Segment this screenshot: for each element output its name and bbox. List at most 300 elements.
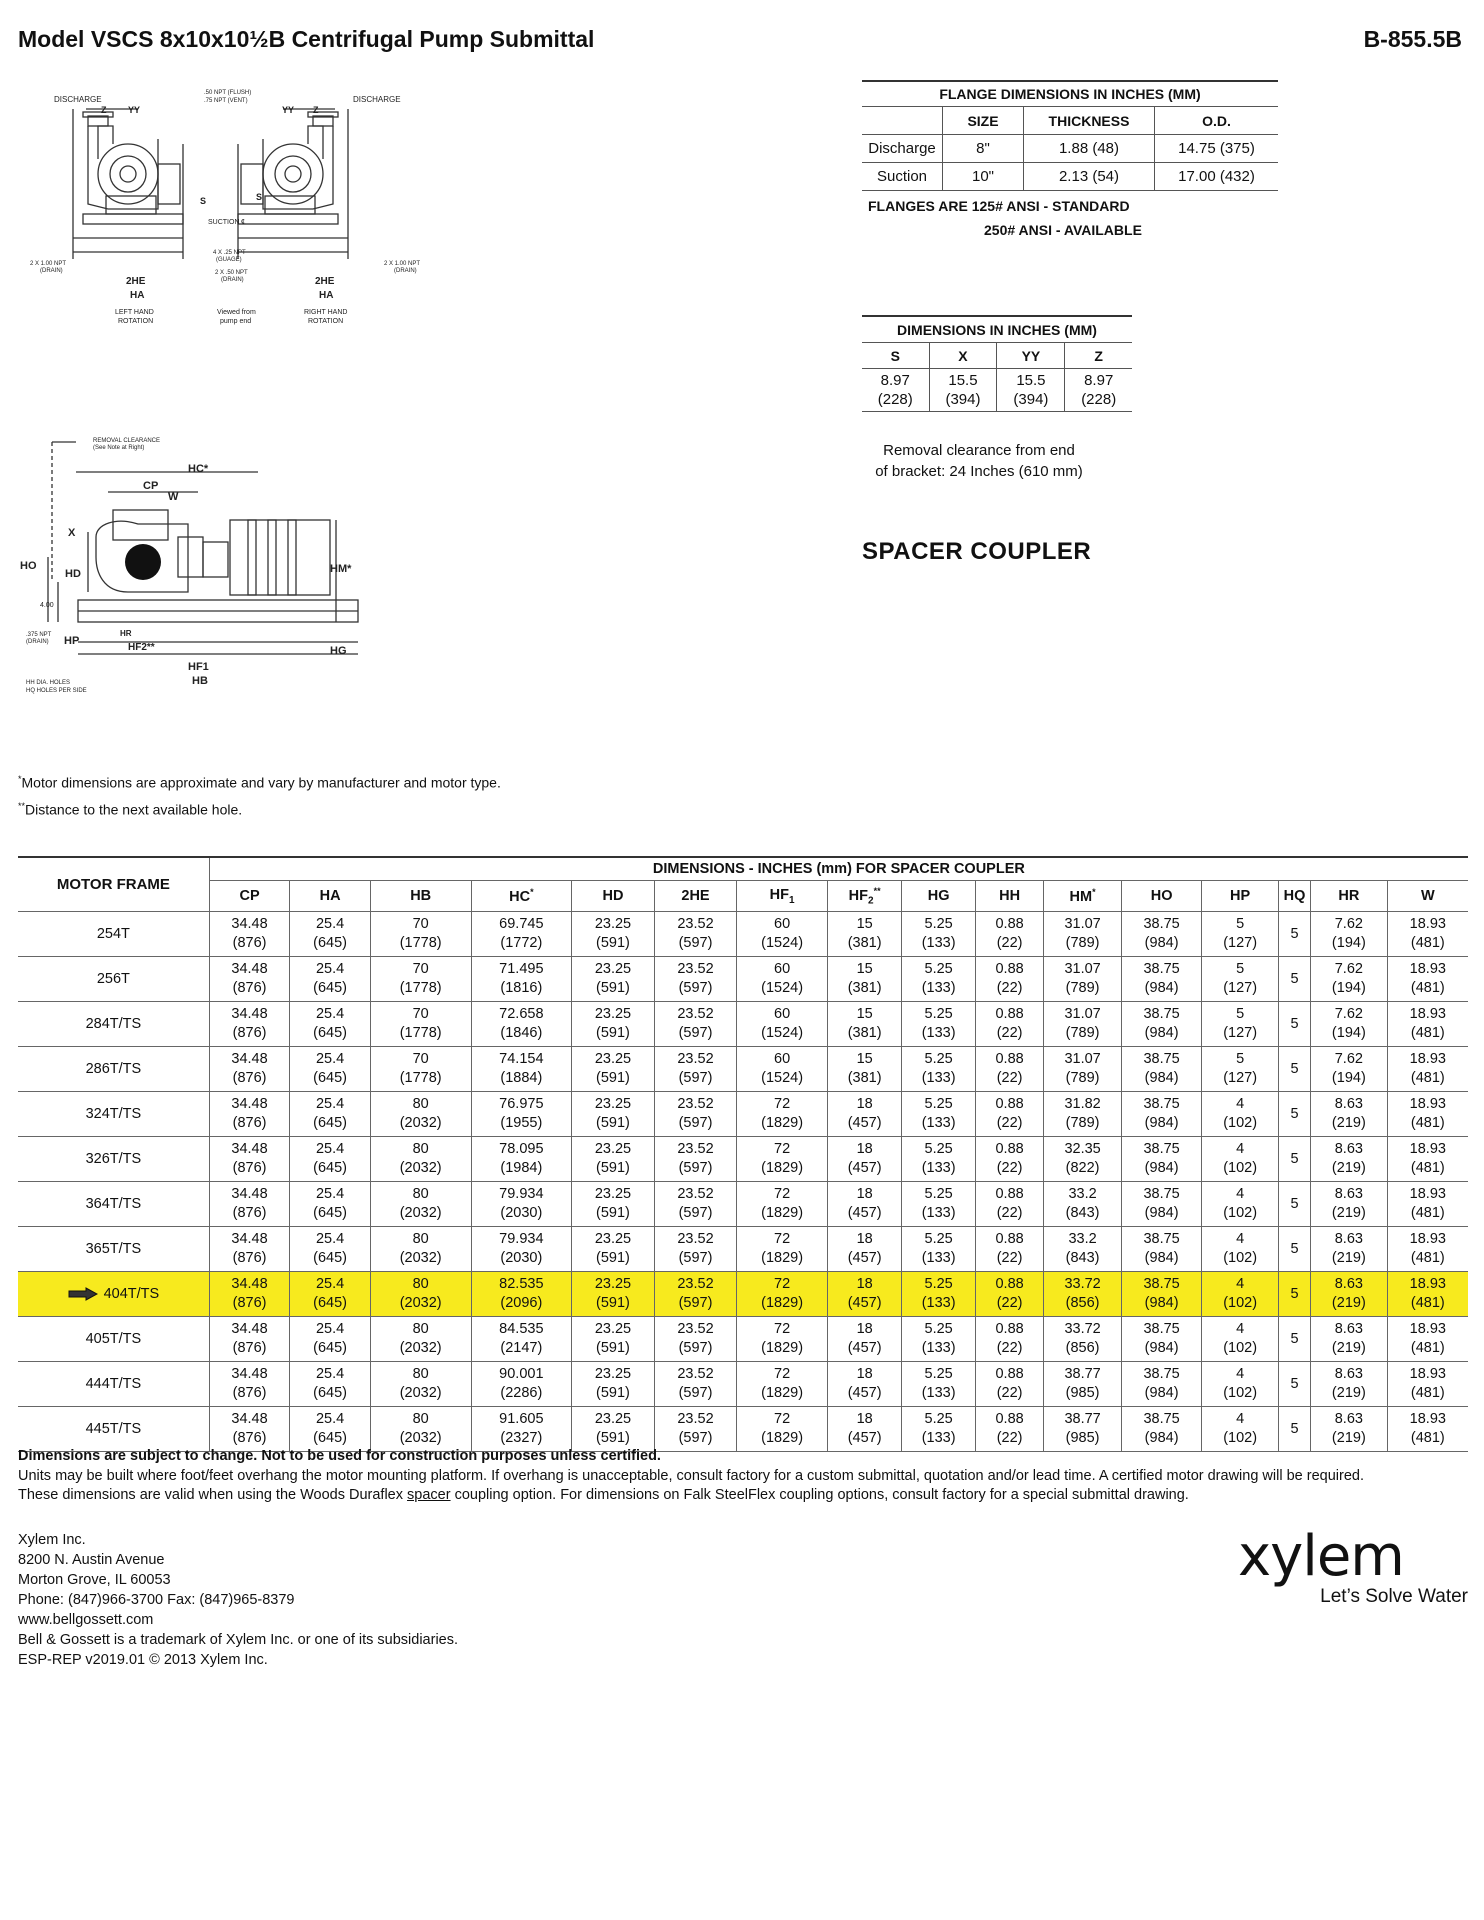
dimension-cell: 0.88 (22) [975, 1092, 1043, 1137]
dimension-cell: 33.72 (856) [1044, 1272, 1122, 1317]
dimension-cell: 5 [1278, 957, 1310, 1002]
dimension-cell: 5.25 (133) [902, 1227, 975, 1272]
dimension-cell: 18.93 (481) [1387, 1047, 1468, 1092]
motor-frame-cell: 326T/TS [18, 1137, 209, 1182]
hm-label: HM* [330, 563, 352, 575]
dimension-cell: 34.48 (876) [209, 1407, 290, 1452]
column-header: HB [370, 881, 471, 912]
dimension-cell: 18.93 (481) [1387, 1092, 1468, 1137]
dimension-cell: 5 [1278, 1092, 1310, 1137]
column-header: W [1387, 881, 1468, 912]
dimension-cell: 80 (2032) [370, 1092, 471, 1137]
dimension-cell: 25.4 (645) [290, 1317, 371, 1362]
dimension-cell: 5 [1278, 1047, 1310, 1092]
company-name: Xylem Inc. [18, 1532, 86, 1548]
flange-cell: 1.88 (48) [1024, 135, 1155, 163]
dimension-cell: 76.975 (1955) [471, 1092, 572, 1137]
company-address [18, 1530, 458, 1670]
motor-frame-cell: 404T/TS [18, 1272, 209, 1317]
dimension-cell: 5 [1278, 1227, 1310, 1272]
dimension-cell: 23.52 (597) [654, 957, 737, 1002]
dimension-cell: 4 (102) [1202, 1407, 1279, 1452]
left-rotation-sub-label: ROTATION [118, 318, 154, 325]
dimension-cell: 34.48 (876) [209, 957, 290, 1002]
dimension-cell: 5 [1278, 1407, 1310, 1452]
spacer-coupler-dimensions-table [18, 856, 1468, 1452]
dimension-cell: 18.93 (481) [1387, 1362, 1468, 1407]
z-right-label: Z [313, 105, 319, 115]
dimension-cell: 23.25 (591) [572, 1362, 655, 1407]
table-row [18, 1362, 1468, 1407]
dims-cell: 8.97 (228) [1065, 369, 1132, 412]
dimension-cell: 25.4 (645) [290, 912, 371, 957]
drain-center-sub-label: (DRAIN) [221, 277, 244, 283]
trademark-note: Bell & Gossett is a trademark of Xylem Inc. or one of its subsidiaries. [18, 1632, 459, 1648]
dimension-cell: 72 (1829) [737, 1362, 828, 1407]
dimension-cell: 38.75 (984) [1121, 1362, 1202, 1407]
s-left-label: S [200, 196, 207, 206]
dimension-cell: 34.48 (876) [209, 1047, 290, 1092]
column-header: HH [975, 881, 1043, 912]
dimension-cell: 38.75 (984) [1121, 1137, 1202, 1182]
dimension-cell: 23.25 (591) [572, 1317, 655, 1362]
dimension-cell: 25.4 (645) [290, 1227, 371, 1272]
dimension-cell: 0.88 (22) [975, 1137, 1043, 1182]
dimension-cell: 0.88 (22) [975, 1317, 1043, 1362]
dimension-cell: 0.88 (22) [975, 1047, 1043, 1092]
motor-frame-cell: 444T/TS [18, 1362, 209, 1407]
motor-frame-cell: 324T/TS [18, 1092, 209, 1137]
hd-label: HD [65, 568, 81, 580]
dimension-cell: 8.63 (219) [1311, 1137, 1388, 1182]
dimension-cell: 0.88 (22) [975, 1227, 1043, 1272]
spacer-coupler-title: SPACER COUPLER [862, 538, 1092, 565]
dimension-cell: 18.93 (481) [1387, 1182, 1468, 1227]
column-header: HD [572, 881, 655, 912]
dimension-cell: 31.07 (789) [1044, 1047, 1122, 1092]
dimension-cell: 5.25 (133) [902, 1182, 975, 1227]
dimension-cell: 69.745 (1772) [471, 912, 572, 957]
dimension-cell: 8.63 (219) [1311, 1227, 1388, 1272]
dimension-cell: 72 (1829) [737, 1092, 828, 1137]
dimension-cell: 70 (1778) [370, 957, 471, 1002]
dimension-cell: 60 (1524) [737, 1002, 828, 1047]
z-left-label: Z [101, 105, 107, 115]
dimension-cell: 18.93 (481) [1387, 1227, 1468, 1272]
dimension-cell: 15 (381) [827, 912, 902, 957]
hb-label: HB [192, 675, 208, 687]
logo-tagline: Let’s Solve Water [1320, 1586, 1468, 1607]
dimension-cell: 80 (2032) [370, 1317, 471, 1362]
dimension-cell: 38.77 (985) [1044, 1362, 1122, 1407]
dimension-cell: 60 (1524) [737, 1047, 828, 1092]
dimension-cell: 23.52 (597) [654, 1002, 737, 1047]
dimension-cell: 72 (1829) [737, 1407, 828, 1452]
flange-cell: Discharge [862, 135, 943, 163]
motor-frame-cell: 364T/TS [18, 1182, 209, 1227]
dimension-cell: 5.25 (133) [902, 1362, 975, 1407]
dims-cell: 8.97 (228) [862, 369, 929, 412]
dimension-cell: 38.75 (984) [1121, 912, 1202, 957]
city-address: Morton Grove, IL 60053 [18, 1572, 171, 1588]
dimension-cell: 34.48 (876) [209, 1002, 290, 1047]
dimension-cell: 0.88 (22) [975, 1407, 1043, 1452]
dimension-cell: 5.25 (133) [902, 1002, 975, 1047]
dimension-cell: 0.88 (22) [975, 1002, 1043, 1047]
dimension-cell: 38.75 (984) [1121, 957, 1202, 1002]
dimension-cell: 80 (2032) [370, 1407, 471, 1452]
dimension-cell: 5.25 (133) [902, 1092, 975, 1137]
motor-frame-cell: 365T/TS [18, 1227, 209, 1272]
drain-right-label: 2 X 1.00 NPT [384, 261, 421, 267]
dimensions-table [862, 315, 1132, 412]
dimension-cell: 23.52 (597) [654, 1182, 737, 1227]
dimension-cell: 25.4 (645) [290, 1407, 371, 1452]
dimension-cell: 34.48 (876) [209, 1272, 290, 1317]
s-right-label: S [256, 192, 263, 202]
dimension-cell: 18.93 (481) [1387, 912, 1468, 957]
dimension-cell: 38.75 (984) [1121, 1182, 1202, 1227]
overhang-note: Units may be built where foot/feet overhang the motor mounting platform. If overhang is unacceptable, consult factory for a custom submittal, quotation and/or lead time. A certified motor drawing will be required. [18, 1467, 1364, 1484]
dimension-cell: 90.001 (2286) [471, 1362, 572, 1407]
xylem-logo [1238, 1524, 1468, 1614]
dimension-cell: 84.535 (2147) [471, 1317, 572, 1362]
removal-note-line: Removal clearance from end [883, 442, 1075, 459]
motor-frame-cell: 254T [18, 912, 209, 957]
dimension-cell: 23.25 (591) [572, 1272, 655, 1317]
dims-header-z: Z [1065, 343, 1132, 369]
dimensions-group-header: DIMENSIONS - INCHES (mm) FOR SPACER COUPLER [209, 857, 1468, 881]
motor-frame-cell: 284T/TS [18, 1002, 209, 1047]
dimension-cell: 23.52 (597) [654, 1092, 737, 1137]
dimension-cell: 34.48 (876) [209, 1362, 290, 1407]
spacer-link: spacer [407, 1487, 451, 1503]
four-inch-label: 4.00 [40, 602, 54, 609]
dimension-cell: 5 [1278, 1272, 1310, 1317]
dimension-cell: 8.63 (219) [1311, 1317, 1388, 1362]
dimension-cell: 70 (1778) [370, 912, 471, 957]
dimension-cell: 0.88 (22) [975, 1272, 1043, 1317]
dimension-cell: 23.25 (591) [572, 1137, 655, 1182]
dims-table-caption: DIMENSIONS IN INCHES (MM) [862, 316, 1132, 343]
dimension-notes [18, 1447, 1468, 1506]
dimension-cell: 78.095 (1984) [471, 1137, 572, 1182]
dimension-cell: 38.75 (984) [1121, 1002, 1202, 1047]
flange-header-od: O.D. [1155, 107, 1279, 135]
dimension-cell: 72 (1829) [737, 1182, 828, 1227]
column-header: HC* [471, 881, 572, 912]
dimension-cell: 34.48 (876) [209, 912, 290, 957]
yy-right-label: YY [282, 105, 295, 115]
table-row [18, 1182, 1468, 1227]
table-row [18, 1092, 1468, 1137]
suction-opening-icon [125, 544, 161, 580]
npt-flush-label: .50 NPT (FLUSH) [204, 90, 252, 96]
dimension-cell: 15 (381) [827, 1047, 902, 1092]
drain-left-label: 2 X 1.00 NPT [30, 261, 67, 267]
dimension-cell: 4 (102) [1202, 1227, 1279, 1272]
ha-right-label: HA [319, 290, 334, 301]
hr-label: HR [120, 629, 132, 638]
dimension-cell: 32.35 (822) [1044, 1137, 1122, 1182]
dimension-cell: 7.62 (194) [1311, 957, 1388, 1002]
removal-note-line: of bracket: 24 Inches (610 mm) [875, 463, 1083, 480]
dimension-cell: 25.4 (645) [290, 1182, 371, 1227]
dimension-cell: 18 (457) [827, 1092, 902, 1137]
hg-label: HG [330, 645, 347, 657]
column-header: HP [1202, 881, 1279, 912]
dimension-cell: 34.48 (876) [209, 1137, 290, 1182]
drain-npt-label: .375 NPT [26, 632, 52, 638]
gauge-sub-label: (GUAGE) [216, 257, 242, 263]
dimension-cell: 38.77 (985) [1044, 1407, 1122, 1452]
table-row [18, 1227, 1468, 1272]
dimension-cell: 80 (2032) [370, 1362, 471, 1407]
dimension-cell: 0.88 (22) [975, 1182, 1043, 1227]
dimension-cell: 4 (102) [1202, 1272, 1279, 1317]
dimension-cell: 34.48 (876) [209, 1182, 290, 1227]
dimension-cell: 31.07 (789) [1044, 912, 1122, 957]
dimension-cell: 25.4 (645) [290, 1137, 371, 1182]
distance-footnote: Distance to the next available hole. [25, 801, 243, 818]
column-header: HA [290, 881, 371, 912]
dimension-cell: 18.93 (481) [1387, 957, 1468, 1002]
dimension-cell: 91.605 (2327) [471, 1407, 572, 1452]
dimension-cell: 23.25 (591) [572, 912, 655, 957]
column-header: HQ [1278, 881, 1310, 912]
left-rotation-label: LEFT HAND [115, 309, 154, 316]
dimension-cell: 4 (102) [1202, 1362, 1279, 1407]
column-header: 2HE [654, 881, 737, 912]
dimension-cell: 5.25 (133) [902, 912, 975, 957]
dimension-cell: 38.75 (984) [1121, 1092, 1202, 1137]
x-label: X [68, 527, 76, 539]
hc-label: HC* [188, 463, 209, 475]
discharge-left-label: DISCHARGE [54, 95, 102, 104]
hh-holes-label: HH DIA. HOLES [26, 680, 71, 686]
pump-end-view-diagram [28, 84, 448, 334]
column-header: HM* [1044, 881, 1122, 912]
drain-right-sub-label: (DRAIN) [394, 268, 417, 274]
dimension-cell: 72 (1829) [737, 1227, 828, 1272]
dimension-cell: 25.4 (645) [290, 1092, 371, 1137]
dimension-cell: 5 [1278, 1317, 1310, 1362]
flange-header-blank [862, 107, 943, 135]
dimension-cell: 31.07 (789) [1044, 1002, 1122, 1047]
dimension-cell: 5.25 (133) [902, 1272, 975, 1317]
dimension-cell: 38.75 (984) [1121, 1317, 1202, 1362]
ha-left-label: HA [130, 290, 145, 301]
dimension-cell: 38.75 (984) [1121, 1047, 1202, 1092]
dimension-cell: 5 [1278, 1002, 1310, 1047]
dimension-cell: 18 (457) [827, 1137, 902, 1182]
dimension-cell: 82.535 (2096) [471, 1272, 572, 1317]
dimension-cell: 5 [1278, 1137, 1310, 1182]
flange-cell: Suction [862, 163, 943, 191]
dims-header-x: X [929, 343, 997, 369]
dims-cell: 15.5 (394) [997, 369, 1065, 412]
motor-frame-header: MOTOR FRAME [18, 857, 209, 912]
version-copyright: ESP-REP v2019.01 © 2013 Xylem Inc. [18, 1652, 268, 1668]
dimension-cell: 5.25 (133) [902, 957, 975, 1002]
dimension-cell: 4 (102) [1202, 1317, 1279, 1362]
dimension-cell: 23.52 (597) [654, 1227, 737, 1272]
dimension-cell: 38.75 (984) [1121, 1272, 1202, 1317]
dimension-cell: 8.63 (219) [1311, 1092, 1388, 1137]
document-title: Model VSCS 8x10x10½B Centrifugal Pump Submittal [18, 26, 595, 52]
dimension-cell: 25.4 (645) [290, 1002, 371, 1047]
discharge-right-label: DISCHARGE [353, 95, 401, 104]
npt-vent-label: .75 NPT (VENT) [204, 98, 248, 104]
viewed-from-label: Viewed from [217, 309, 256, 316]
dimension-cell: 23.25 (591) [572, 1092, 655, 1137]
dimension-cell: 72 (1829) [737, 1272, 828, 1317]
dimension-cell: 15 (381) [827, 1002, 902, 1047]
dimension-cell: 8.63 (219) [1311, 1182, 1388, 1227]
dimension-cell: 18 (457) [827, 1362, 902, 1407]
column-header: $HF_1$ [737, 881, 828, 912]
table-row [18, 1272, 1468, 1317]
column-header: HG [902, 881, 975, 912]
dimension-cell: 18.93 (481) [1387, 1407, 1468, 1452]
dimension-cell: 34.48 (876) [209, 1317, 290, 1362]
dimension-cell: 5.25 (133) [902, 1407, 975, 1452]
dimension-cell: 15 (381) [827, 957, 902, 1002]
motor-footnotes: *Motor dimensions are approximate and vary by manufacturer and motor type. **Distance to the next available hole. [18, 774, 501, 818]
phone-fax: Phone: (847)966-3700 Fax: (847)965-8379 [18, 1592, 295, 1608]
dimension-cell: 31.07 (789) [1044, 957, 1122, 1002]
removal-clearance-note [864, 440, 1094, 482]
dimension-cell: 60 (1524) [737, 957, 828, 1002]
dims-header-s: S [862, 343, 929, 369]
dimension-cell: 23.52 (597) [654, 912, 737, 957]
dimension-cell: 5 [1278, 1182, 1310, 1227]
dimension-cell: 23.52 (597) [654, 1272, 737, 1317]
drain-center-label: 2 X .50 NPT [215, 270, 248, 276]
dimension-cell: 7.62 (194) [1311, 1002, 1388, 1047]
column-header: $HF_2^{**}$ [827, 881, 902, 912]
table-row [862, 369, 1132, 412]
2he-left-label: 2HE [126, 276, 146, 287]
dimension-cell: 71.495 (1816) [471, 957, 572, 1002]
motor-frame-cell: 256T [18, 957, 209, 1002]
dimension-cell: 18.93 (481) [1387, 1002, 1468, 1047]
dims-header-yy: YY [997, 343, 1065, 369]
dimension-cell: 8.63 (219) [1311, 1407, 1388, 1452]
hq-holes-label: HQ HOLES PER SIDE [26, 688, 87, 694]
dimension-cell: 5 (127) [1202, 957, 1279, 1002]
dimension-cell: 25.4 (645) [290, 957, 371, 1002]
flange-cell: 8" [943, 135, 1024, 163]
dimension-cell: 18.93 (481) [1387, 1317, 1468, 1362]
dimension-cell: 23.52 (597) [654, 1137, 737, 1182]
drain-left-sub-label: (DRAIN) [40, 268, 63, 274]
column-header: CP [209, 881, 290, 912]
column-header: HR [1311, 881, 1388, 912]
dimension-cell: 5 (127) [1202, 912, 1279, 957]
dimension-cell: 4 (102) [1202, 1092, 1279, 1137]
dimension-cell: 18 (457) [827, 1272, 902, 1317]
flange-available-note: 250# ANSI - AVAILABLE [984, 222, 1142, 238]
dimension-cell: 80 (2032) [370, 1272, 471, 1317]
right-rotation-label: RIGHT HAND [304, 309, 348, 316]
dims-cell: 15.5 (394) [929, 369, 997, 412]
dimension-cell: 8.63 (219) [1311, 1362, 1388, 1407]
table-row [18, 1002, 1468, 1047]
gauge-label: 4 X .25 NPT [213, 250, 246, 256]
arrow-right-icon [68, 1287, 98, 1301]
table-row [18, 957, 1468, 1002]
flange-standard-note: FLANGES ARE 125# ANSI - STANDARD [868, 198, 1130, 214]
dimension-cell: 72.658 (1846) [471, 1002, 572, 1047]
flange-table-caption: FLANGE DIMENSIONS IN INCHES (MM) [862, 81, 1278, 107]
table-row [18, 912, 1468, 957]
dimension-cell: 79.934 (2030) [471, 1227, 572, 1272]
dimension-cell: 23.25 (591) [572, 1002, 655, 1047]
hp-label: HP [64, 635, 80, 647]
flange-cell: 14.75 (375) [1155, 135, 1279, 163]
dimension-cell: 18.93 (481) [1387, 1137, 1468, 1182]
dimension-cell: 34.48 (876) [209, 1092, 290, 1137]
dimension-cell: 80 (2032) [370, 1137, 471, 1182]
website-link[interactable]: www.bellgossett.com [18, 1612, 154, 1628]
2he-right-label: 2HE [315, 276, 335, 287]
w-label: W [168, 491, 179, 503]
dimension-cell: 5 [1278, 1362, 1310, 1407]
removal-clearance-label: REMOVAL CLEARANCE [93, 438, 161, 444]
flange-cell: 17.00 (432) [1155, 163, 1279, 191]
dimension-cell: 4 (102) [1202, 1182, 1279, 1227]
motor-frame-cell: 405T/TS [18, 1317, 209, 1362]
table-row [862, 163, 1278, 191]
motor-frame-cell: 286T/TS [18, 1047, 209, 1092]
right-rotation-sub-label: ROTATION [308, 318, 344, 325]
dimension-cell: 72 (1829) [737, 1317, 828, 1362]
dimension-cell: 25.4 (645) [290, 1272, 371, 1317]
dimension-cell: 5 (127) [1202, 1002, 1279, 1047]
table-row [18, 1317, 1468, 1362]
dimension-cell: 23.52 (597) [654, 1362, 737, 1407]
removal-clearance-sub-label: (See Note at Right) [93, 445, 145, 451]
dimension-cell: 18 (457) [827, 1317, 902, 1362]
column-header: HO [1121, 881, 1202, 912]
flange-header-size: SIZE [943, 107, 1024, 135]
dimension-cell: 5 (127) [1202, 1047, 1279, 1092]
dimension-cell: 23.25 (591) [572, 1407, 655, 1452]
dimension-cell: 33.2 (843) [1044, 1227, 1122, 1272]
pump-side-view-diagram [18, 432, 368, 702]
dimension-cell: 23.52 (597) [654, 1407, 737, 1452]
dimension-cell: 79.934 (2030) [471, 1182, 572, 1227]
motor-frame-cell: 445T/TS [18, 1407, 209, 1452]
dimension-cell: 18 (457) [827, 1227, 902, 1272]
document-number: B-855.5B [1363, 26, 1462, 52]
hf2-label: HF2** [128, 642, 155, 653]
dimension-cell: 5.25 (133) [902, 1137, 975, 1182]
dimension-cell: 23.52 (597) [654, 1047, 737, 1092]
ho-label: HO [20, 560, 37, 572]
street-address: 8200 N. Austin Avenue [18, 1552, 165, 1568]
motor-footnote: Motor dimensions are approximate and vary by manufacturer and motor type. [21, 774, 501, 791]
dimension-cell: 25.4 (645) [290, 1047, 371, 1092]
suction-label: SUCTION ℄ [208, 219, 246, 226]
logo-wordmark: xylem [1238, 1524, 1404, 1589]
dimension-cell: 70 (1778) [370, 1002, 471, 1047]
dimension-cell: 18 (457) [827, 1407, 902, 1452]
flange-dimensions-table [862, 80, 1278, 191]
table-row [18, 1047, 1468, 1092]
dimension-cell: 0.88 (22) [975, 1362, 1043, 1407]
